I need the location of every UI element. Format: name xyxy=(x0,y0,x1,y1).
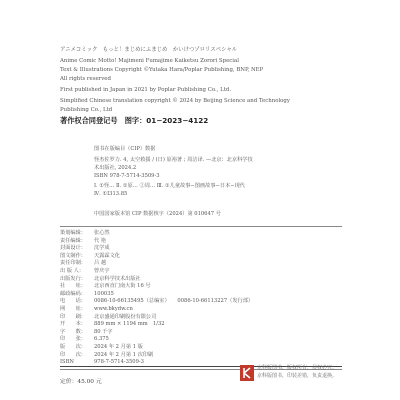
credit-value: 80 千字 xyxy=(94,328,113,335)
credit-label: 字 数： xyxy=(60,328,86,335)
credit-value: 吕 越 xyxy=(94,260,107,267)
credit-label: 出 版 人： xyxy=(60,268,85,274)
back-notes xyxy=(257,365,337,380)
credit-label: 网 址： xyxy=(60,306,86,312)
credit-value: 6.375 xyxy=(94,336,109,343)
credit-value: 代 艳 xyxy=(94,237,107,244)
credit-value: 沈学成 xyxy=(94,245,110,252)
credit-label: 策划编辑： xyxy=(60,230,86,236)
credit-row xyxy=(60,245,110,253)
credit-row xyxy=(60,306,133,314)
original-line: All rights reserved xyxy=(60,76,111,82)
credit-label: 印 张： xyxy=(60,336,86,343)
divider xyxy=(60,226,342,227)
cip-heading: 图书在版编目（CIP）数据 xyxy=(94,146,156,152)
cip-line: 怪杰佐罗力. 4, 太空救援 / (日) 原裕著 ; 周洁译. —北京：北京科学技 xyxy=(94,157,253,163)
copyright-registration: 著作权合同登记号 图字：01−2023−4122 xyxy=(60,116,209,125)
cip-line: ISBN 978-7-5714-3509-3 xyxy=(94,173,160,179)
credit-row xyxy=(60,260,106,268)
credit-label: 印 次： xyxy=(60,351,86,358)
credit-value: 曾庆宇 xyxy=(94,268,110,274)
credit-value: 张心然 xyxy=(94,230,110,236)
credit-value: 北京盛通印刷股份有限公司 xyxy=(94,313,157,320)
price: 定价：45.00 元 xyxy=(60,379,102,385)
credit-label: ISBN xyxy=(60,359,74,366)
credit-label: 开 本： xyxy=(60,321,86,328)
original-line: Anime Comic Motto! Majimeni Fumajime Kaiketsu Zorori Special xyxy=(60,58,239,64)
cip-line: Ⅳ. ①I313.85 xyxy=(94,191,128,197)
original-title: アニメコミック もっと！まじめにふまじめ かいけつゾロリスペシャル xyxy=(60,47,238,53)
credit-row xyxy=(60,352,153,360)
credit-row xyxy=(60,336,109,344)
credit-row xyxy=(60,344,143,352)
credit-value: 北京西直门南大街 16 号 xyxy=(94,283,151,290)
credit-label: 邮政编码： xyxy=(60,290,86,297)
credit-label: 责任编辑： xyxy=(60,237,86,244)
credit-row xyxy=(60,283,151,291)
back-note: 京科版图书，版权所有，侵权必究。 xyxy=(257,365,338,371)
credit-value: 978-7-5714-3509-3 xyxy=(94,359,144,366)
credit-row xyxy=(60,230,110,238)
credit-label: 印 刷： xyxy=(60,313,86,320)
credit-label: 图文制作： xyxy=(60,252,86,259)
credit-label: 责任印制： xyxy=(60,260,86,267)
credit-value: 天露霖文化 xyxy=(94,252,120,259)
credit-value: 2024 年 2 月第 1 版 xyxy=(94,344,143,350)
publisher-logo-icon xyxy=(240,365,254,381)
credit-row xyxy=(60,321,165,329)
credit-label: 电 话： xyxy=(60,298,86,305)
credit-value: 2024 年 2 月第 1 次印刷 xyxy=(94,351,154,358)
credit-label: 社 址： xyxy=(60,283,86,290)
back-note: 京科版图书，印装差错，负责退换。 xyxy=(257,372,338,379)
original-line: Text & Illustrations Copyright ©Yutaka Hara/Poplar Publishing, BNP, NEP xyxy=(60,67,264,73)
credit-row xyxy=(60,268,110,276)
credit-row xyxy=(60,298,253,306)
credit-value: www.bkydw.cn xyxy=(94,306,133,312)
credit-label: 出版发行： xyxy=(60,275,86,282)
cip-line: 术出版社, 2024.2 xyxy=(94,165,137,171)
credit-label: 封面设计： xyxy=(60,245,86,252)
cip-data-number: 中国国家版本馆 CIP 数据核字（2024）第 010647 号 xyxy=(94,211,221,217)
credit-value: 北京科学技术出版社 xyxy=(94,275,141,282)
original-line: First published in Japan in 2021 by Poplar Publishing Co., Ltd. xyxy=(60,87,232,93)
original-line: Simplified Chinese translation copyright © 2024 by Beijing Science and Technology xyxy=(60,98,290,104)
credit-label: 版 次： xyxy=(60,344,86,350)
original-line: Publishing Co., Ltd xyxy=(60,107,113,113)
cip-line: Ⅰ. ①怪… Ⅱ. ①原… ②周… Ⅲ. ①儿童故事−图画故事−日本−现代 xyxy=(94,183,245,189)
credit-value: 889 mm × 1194 mm 1/32 xyxy=(94,321,165,328)
credit-value: 0086-10-66135495（总编室） 0086-10-66113227（发行部） xyxy=(94,298,254,305)
credit-value: 100035 xyxy=(94,290,114,297)
